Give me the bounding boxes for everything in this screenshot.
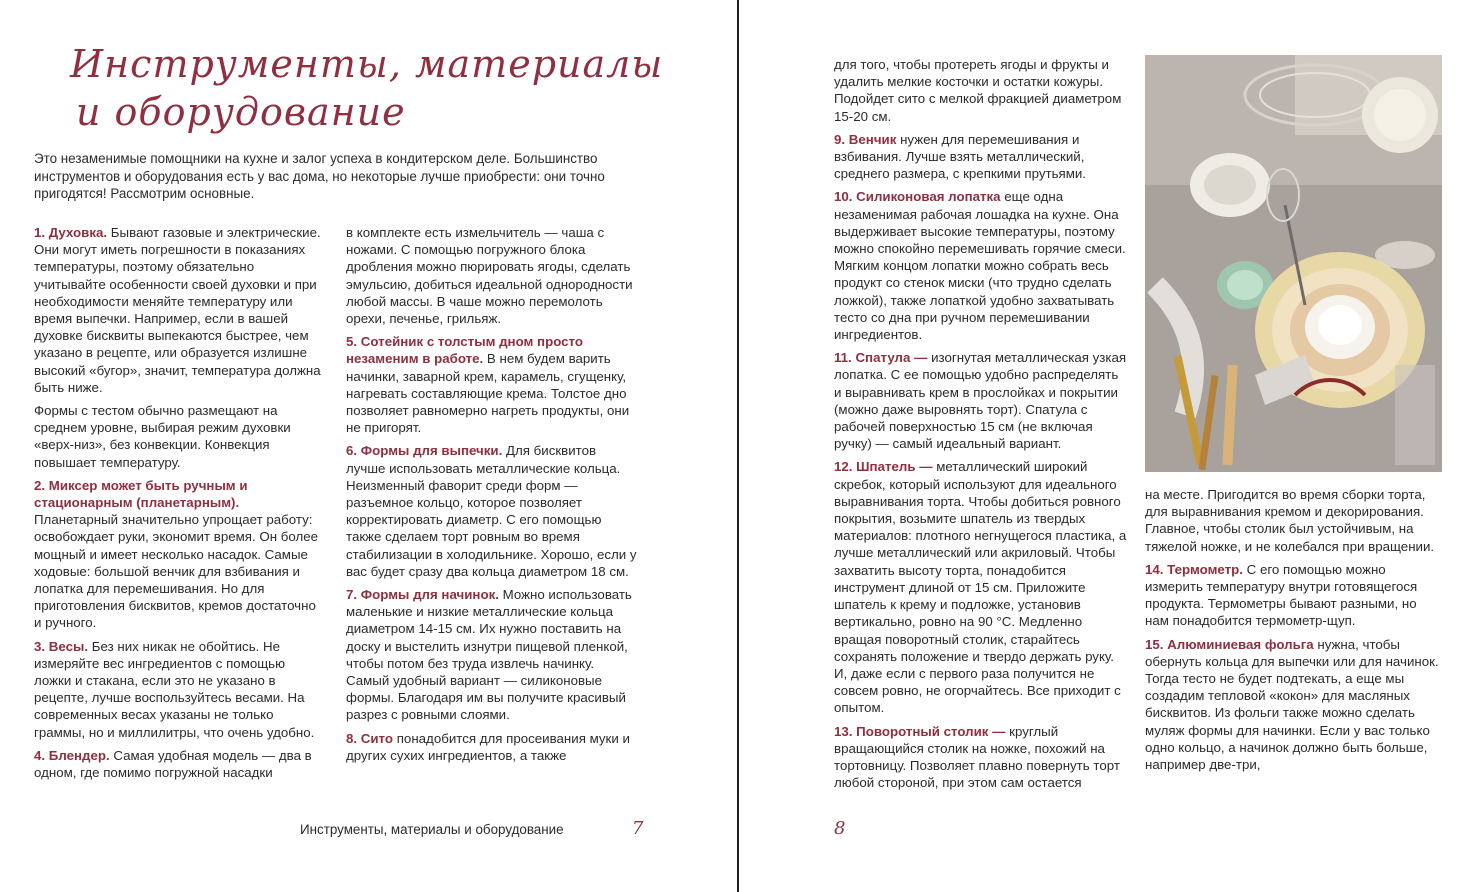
item-silicone-spatula: 10. Силиконовая лопатка еще одна незаменимая рабочая лошадка на кухне. Она выдерживает высокие температуры, поэтому можно спокойно перемешивать горячие смеси. Мягким концом лопатки можно собрать весь продукт со стенок миски (что трудно сделать ложкой), также лопаткой удобно захватывать тесто со дна при ручном перемешивании ингредиентов. bbox=[834, 189, 1126, 343]
right-column-1 bbox=[834, 56, 1128, 797]
page-number-left: 7 bbox=[632, 818, 644, 839]
item-saucepan: 5. Сотейник с толстым дном просто незаменим в работе. В нем будем варить начинки, заварной крем, карамель, сгущенку, нагревать составляющие крема. Толстое дно позволяет равномерно нагреть продукты, они не пригорят. bbox=[346, 334, 630, 436]
kitchen-tools-photo bbox=[1145, 55, 1442, 472]
item-scraper: 12. Шпатель — металлический широкий скребок, который используют для идеального выравнивания торта. Чтобы добиться ровного покрытия, возьмите шпатель из твердых материалов: плотного негнущегося пластика, а лучше металлический или акриловый. Чтобы захватить высоту торта, понадобится инструмент длиной от 15 см. Приложите шпатель к крему и подложке, установив вертикально, ровно на 90 °C. Медленно вращая поворотный столик, старайтесь сохранять положение и твердо держать руку. И, даже если с первого раза получится не совсем ровно, не огорчайтесь. Все приходит с опытом. bbox=[834, 459, 1127, 716]
item-baking-forms: 6. Формы для выпечки. Для бисквитов лучше использовать металлические кольца. Неизменный фаворит среди форм — разъемное кольцо, которое позволяет корректировать диаметр. С его помощью также сделаем торт ровным во время стабилизации в холодильнике. Хорошо, если у вас будет сразу два кольца диаметром 18 см. bbox=[346, 443, 637, 579]
page-number-right: 8 bbox=[834, 818, 846, 839]
item-thermometer: 14. Термометр. С его помощью можно измерить температуру внутри готовящегося продукта. Термометры бывают разными, но нам понадобится термометр-щуп. bbox=[1145, 561, 1418, 629]
item-sieve: 8. Сито понадобится для просеивания муки и других сухих ингредиентов, а также bbox=[346, 730, 630, 763]
item-whisk: 9. Венчик нужен для перемешивания и взбивания. Лучше взять металлический, среднего размера, с крепкими прутьями. bbox=[834, 131, 1086, 182]
right-column-2 bbox=[1145, 486, 1441, 779]
title-line-2: и оборудование bbox=[76, 90, 406, 134]
item-turntable-cont: на месте. Пригодится во время сборки торта, для выравнивания кремом и декорирования. Главное, чтобы столик был устойчивым, на тяжелой ножке, и не колебался при вращении. bbox=[1145, 487, 1435, 554]
left-column-2 bbox=[346, 224, 638, 770]
running-footer: Инструменты, материалы и оборудование bbox=[300, 822, 564, 837]
page-title bbox=[70, 40, 670, 136]
item-oven-para2: Формы с тестом обычно размещают на среднем уровне, выбирая режим духовки «верх-низ», без конвекции. Конвекция повышает температуру. bbox=[34, 403, 291, 470]
item-turntable: 13. Поворотный столик — круглый вращающийся столик на ножке, похожий на тортовницу. Позволяет плавно повернуть торт любой стороной, при этом сам остается bbox=[834, 723, 1120, 791]
item-blender-cont: в комплекте есть измельчитель — чаша с ножами. С помощью погружного блока дробления можно пюрировать ягоды, сделать эмульсию, добиться идеальной однородности любой массы. В чаше можно перемолоть орехи, печенье, грильяж. bbox=[346, 225, 633, 327]
item-offset-spatula: 11. Спатула — изогнутая металлическая узкая лопатка. С ее помощью удобно распределять и выравнивать крем в прослойках и покрытии (можно даже выровнять торт). Спатула с рабочей поверхностью 15 см (не включая ручку) — самый идеальный вариант. bbox=[834, 350, 1127, 452]
photo-illustration bbox=[1145, 55, 1442, 472]
item-filling-forms: 7. Формы для начинок. Можно использовать маленькие и низкие металлические кольца диаметром 14-15 см. Их нужно поставить на доску и выстелить изнутри пищевой пленкой, чтобы потом без труда извлечь начинку. Самый удобный вариант — силиконовые формы. Благодаря им вы получите красивый разрез с ровными слоями. bbox=[346, 587, 632, 723]
item-blender: 4. Блендер. Самая удобная модель — два в одном, где помимо погружной насадки bbox=[34, 747, 312, 781]
intro-paragraph: Это незаменимые помощники на кухне и залог успеха в кондитерском деле. Большинство инструментов и оборудования есть у вас дома, но некоторые лучше приобрести: они точно пригодятся! Рассмотрим основные. bbox=[34, 151, 605, 201]
left-column-1 bbox=[34, 224, 326, 787]
item-sieve-cont: для того, чтобы протереть ягоды и фрукты и удалить мелкие косточки и остатки кожуры. Подойдет сито с мелкой фракцией диаметром 15-20 см. bbox=[834, 57, 1122, 124]
item-scales: 3. Весы. Без них никак не обойтись. Не измеряйте вес ингредиентов с помощью ложки и стакана, если это не указано в рецепте, лучше воспользуйтесь весами. На современных весах указаны не только граммы, но и миллилитры, что очень удобно. bbox=[34, 638, 315, 740]
item-foil: 15. Алюминиевая фольга нужна, чтобы обернуть кольца для выпечки или для начинок. Тогда тесто не будет подтекать, а еще мы создадим тепловой «кокон» для масляных бисквитов. Из фольги также можно сделать муляж формы для начинки. Если у вас только одно кольцо, а начинок должно быть больше, например две-три, bbox=[1145, 636, 1439, 773]
title-line-1: Инструменты, материалы bbox=[70, 42, 664, 86]
item-oven: 1. Духовка. Бывают газовые и электрические. Они могут иметь погрешности в показаниях температуры, поэтому обязательно учитывайте особенности своей духовки и при необходимости меняйте температуру или время выпечки. Например, если в вашей духовке бисквиты выпекаются быстрее, чем указано в рецепте, или образуется излишне высокий «бугор», значит, температура должна быть ниже. bbox=[34, 225, 321, 395]
item-mixer: 2. Миксер может быть ручным и стационарным (планетарным). Планетарный значительно упрощает работу: освобождает руки, экономит время. Он более мощный и имеет несколько насадок. Самые ходовые: большой венчик для взбивания и лопатка для перемешивания. Но для приготовления бисквитов, кремов достаточно и ручного. bbox=[34, 477, 318, 631]
